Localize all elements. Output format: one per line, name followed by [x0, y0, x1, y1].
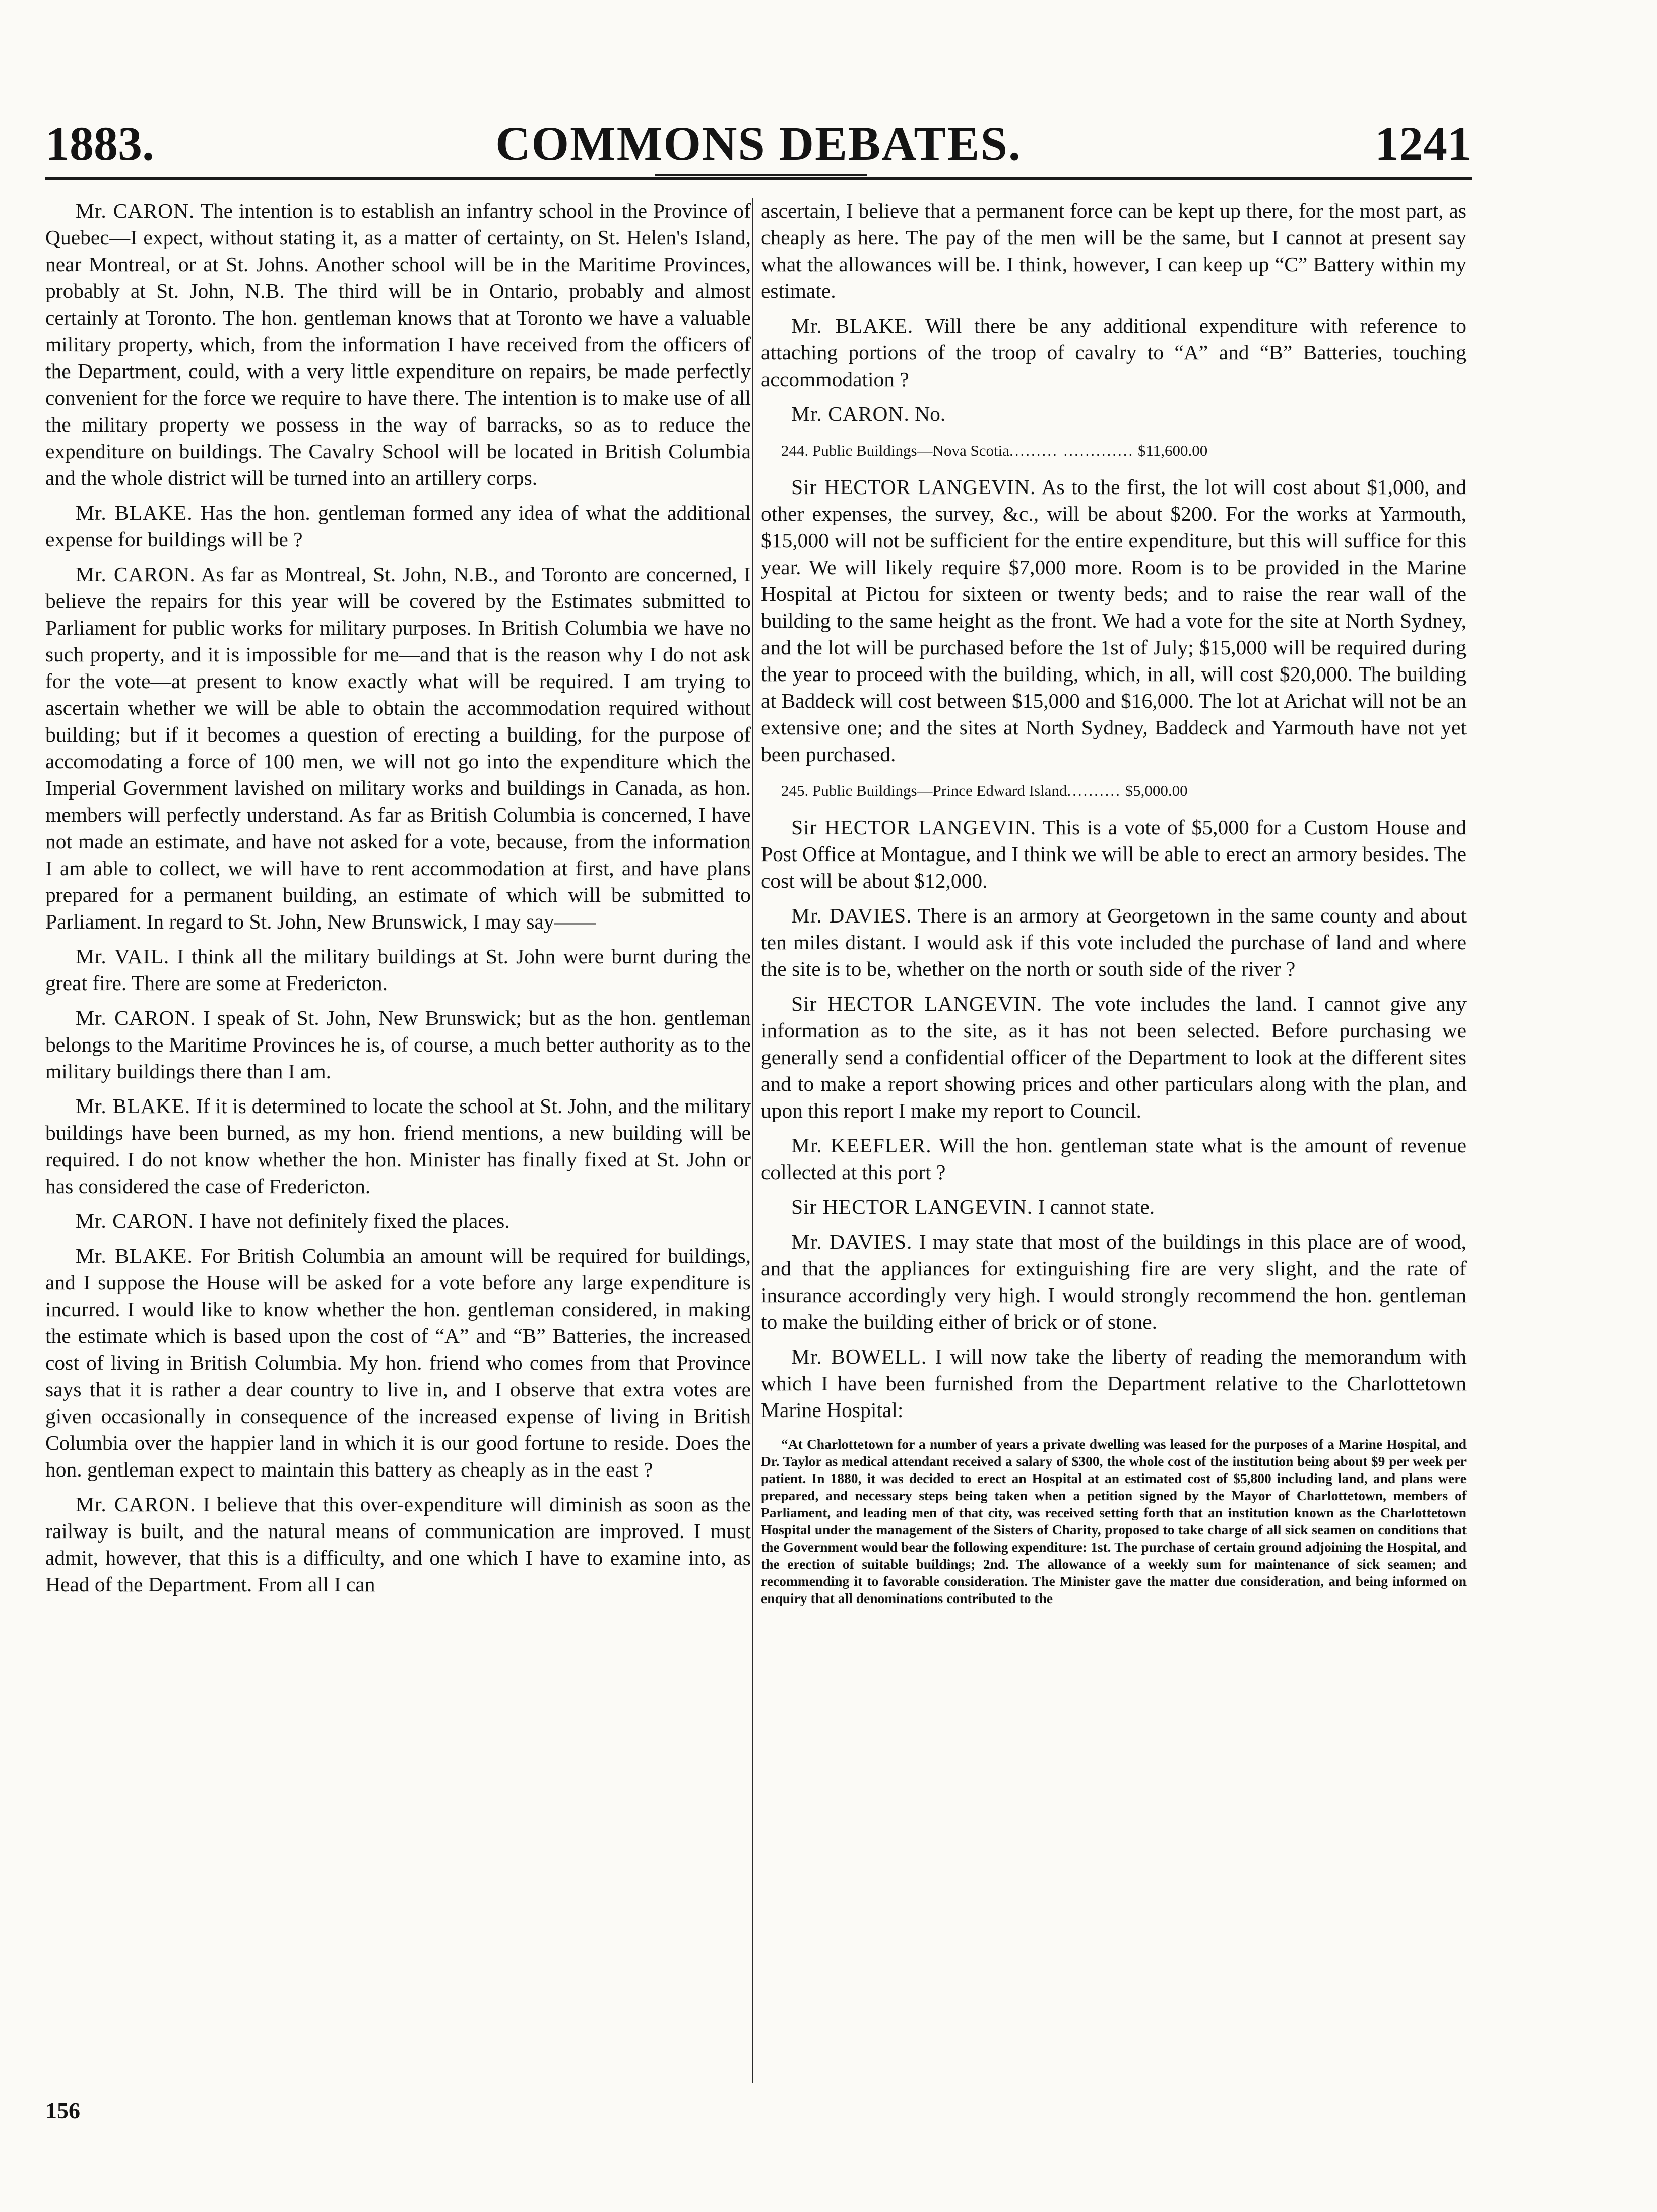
- speech-text: Will there be any additional expenditure with reference to attaching portions of the troop of cavalry to “A” and “B” Batteries, touching accommodation ?: [761, 314, 1467, 391]
- speaker: Mr. CARON.: [76, 563, 196, 586]
- speech-text: The vote includes the land. I cannot give any information as to the site, as it has not been selected. Before purchasing we generally send a confidential officer of the Department to look at the different sites and to make a report showing prices and other particulars along with the plan, and upon this report I make my report to Council.: [761, 992, 1467, 1122]
- speech-text: I speak of St. John, New Brunswick; but as the hon. gentleman belongs to the Maritime Provinces he is, of course, a much better authority as to the military buildings there than I am.: [45, 1006, 751, 1083]
- estimate-item-245: [761, 781, 1467, 801]
- speech-continuation: ascertain, I believe that a permanent force can be kept up there, for the most part, as cheaply as here. The pay of the men will be the same, but I cannot at present say what the allowances will be. I think, however, I can keep up “C” Battery within my estimate.: [761, 199, 1467, 302]
- speech-text: As far as Montreal, St. John, N.B., and Toronto are concerned, I believe the repairs for this year will be covered by the Estimates submitted to Parliament for public works for military purposes. In British Columbia we have no such property, and it is impossible for me—and that is the reason why I do not ask for the vote—at present to know exactly what will be required. I am trying to ascertain whether we will be able to obtain the accommodation required without building; but if it becomes a question of erecting a building, for the purpose of accomodating a force of 100 men, we will not go into the expenditure which the Imperial Government lavished on military works and buildings in Canada, as hon. members will perfectly understand. As far as British Columbia is concerned, I have not made an estimate, and have not asked for a vote, because, from the information I am able to collect, we will have to rent accommodation at first, and have plans prepared for a permanent building, an estimate of which will be submitted to Parliament. In regard to St. John, New Brunswick, I may say——: [45, 563, 751, 933]
- speech-text: There is an armory at Georgetown in the same county and about ten miles distant. I would ask if this vote included the purchase of land and where the site is to be, whether on the north or south side of the river ?: [761, 904, 1467, 980]
- speech: [761, 313, 1467, 393]
- speaker: Mr. DAVIES.: [791, 1230, 913, 1253]
- column-divider: [752, 198, 753, 2083]
- speaker: Mr. CARON.: [76, 1006, 196, 1029]
- item-label: 244. Public Buildings—Nova Scotia: [781, 442, 1009, 459]
- speech-text: Will the hon. gentleman state what is the amount of revenue collected at this port ?: [761, 1134, 1467, 1184]
- right-column: [761, 198, 1467, 1607]
- speech: [761, 474, 1467, 768]
- speech-text: No.: [915, 402, 946, 425]
- speaker: Mr. BLAKE.: [76, 1244, 193, 1267]
- item-amount: $11,600.00: [1137, 442, 1208, 459]
- speaker: Mr. CARON.: [76, 1493, 196, 1516]
- speaker: Mr. CARON.: [76, 199, 195, 222]
- speech: [45, 198, 751, 491]
- speech-text: I have not definitely fixed the places.: [199, 1209, 510, 1233]
- speech: [45, 1093, 751, 1200]
- header-rule: [45, 177, 1472, 180]
- speech-text: The intention is to establish an infantry school in the Province of Quebec—I expect, without stating it, as a matter of certainty, on St. Helen's Island, near Montreal, or at St. Johns. Another school will be in the Maritime Provinces, probably at St. John, N.B. The third will be in Ontario, probably and almost certainly at Toronto. The hon. gentleman knows that at Toronto we have a valuable military property, which, from the information I have received from the officers of the Department, could, with a very little expenditure on repairs, be made perfectly convenient for the force we require to have there. The intention is to make use of all the military property we possess in the way of barracks, so as to reduce the expenditure on buildings. The Cavalry School will be located in British Columbia and the whole district will be turned into an artillery corps.: [45, 199, 751, 489]
- speech: [45, 943, 751, 997]
- memorandum-quote: “At Charlottetown for a number of years a private dwelling was leased for the purposes of a Marine Hospital, and Dr. Taylor as medical attendant received a salary of $300, the whole cost of the institution being about $9 per week per patient. In 1880, it was decided to erect an Hospital at an estimated cost of $5,800 including land, and plans were prepared, and necessary steps being taken when a petition signed by the Mayor of Charlottetown, members of Parliament, and leading men of that city, was received setting forth that an institution known as the Charlottetown Hospital under the management of the Sisters of Charity, proposed to take charge of all sick seamen on conditions that the Government would bear the following expenditure: 1st. The purchase of certain ground adjoining the Hospital, and the erection of suitable buildings; 2nd. The allowance of a weekly sum for maintenance of sick seamen; and recommending it to favorable consideration. The Minister gave the matter due consideration, and being informed on enquiry that all denominations contributed to the: [761, 1436, 1467, 1606]
- header-title: COMMONS DEBATES.: [495, 116, 1022, 170]
- speaker: Sir HECTOR LANGEVIN.: [791, 475, 1036, 499]
- speech-text: I think all the military buildings at St. John were burnt during the great fire. There are some at Fredericton.: [45, 945, 751, 995]
- signature-mark: 156: [45, 2098, 80, 2123]
- speaker: Mr. BLAKE.: [76, 1094, 191, 1118]
- speech-text: I cannot state.: [1038, 1195, 1155, 1218]
- speaker: Mr. CARON.: [76, 1209, 194, 1233]
- left-column: [45, 198, 751, 1606]
- item-amount: $5,000.00: [1125, 782, 1188, 800]
- header-rule-ornament: [655, 174, 867, 176]
- speech-text: As to the first, the lot will cost about $1,000, and other expenses, the survey, &c., will be about $200. For the works at Yarmouth, $15,000 will not be sufficient for the entire expenditure, but this will suffice for this year. We will likely require $7,000 more. Room is to be provided in the Marine Hospital at Pictou for sixteen or twenty beds; and to raise the rear wall of the building to the same height as the front. We had a vote for the site at North Sydney, and the lot will be purchased before the 1st of July; $15,000 will be required during the year to proceed with the building, which, in all, will cost $20,000. The building at Baddeck will cost between $15,000 and $16,000. The lot at Arichat will not be an extensive one; and the sites at North Sydney, Baddeck and Yarmouth have not yet been purchased.: [761, 475, 1467, 766]
- speech-text: This is a vote of $5,000 for a Custom House and Post Office at Montague, and I think we will be able to erect an armory besides. The cost will be about $12,000.: [761, 816, 1467, 892]
- speech: [761, 991, 1467, 1124]
- speaker: Mr. DAVIES.: [791, 904, 912, 927]
- speech: [45, 1005, 751, 1085]
- item-leader: ......... .............: [1009, 442, 1134, 459]
- speech-text: I may state that most of the buildings in this place are of wood, and that the appliances for extinguishing fire are very slight, and the rate of insurance accordingly very high. I would strongly recommend the hon. gentleman to make the building either of brick or of stone.: [761, 1230, 1467, 1333]
- speech-text: I will now take the liberty of reading the memorandum with which I have been furnished from the Department relative to the Charlottetown Marine Hospital:: [761, 1345, 1467, 1422]
- speaker: Sir HECTOR LANGEVIN.: [791, 992, 1043, 1015]
- speaker: Mr. BLAKE.: [76, 501, 193, 524]
- speech-text: For British Columbia an amount will be required for buildings, and I suppose the House will be asked for a vote before any large expenditure is incurred. I would like to know whether the hon. gentleman considered, in making the estimate which is based upon the cost of “A” and “B” Batteries, the increased cost of living in British Columbia. My hon. friend who comes from that Province says that it is rather a dear country to live in, and I observe that extra votes are given occasionally in consequence of the increased expense of living in British Columbia over the happier land in which it is our good fortune to reside. Does the hon. gentleman expect to maintain this battery as cheaply as in the east ?: [45, 1244, 751, 1481]
- speech-text: If it is determined to locate the school at St. John, and the military buildings have been burned, as my hon. friend mentions, a new building will be required. I do not know whether the hon. Minister has finally fixed at St. John or has considered the case of Fredericton.: [45, 1094, 751, 1198]
- speech-text: Has the hon. gentleman formed any idea of what the additional expense for buildings will be ?: [45, 501, 751, 551]
- header-page-number: 1241: [1375, 116, 1472, 170]
- speaker: Sir HECTOR LANGEVIN.: [791, 1195, 1033, 1218]
- speech: [761, 1228, 1467, 1335]
- speech: [45, 1208, 751, 1235]
- estimate-item-244: [761, 441, 1467, 461]
- speech: [761, 401, 1467, 427]
- speech: [761, 1132, 1467, 1186]
- speech: [45, 1491, 751, 1598]
- item-label: 245. Public Buildings—Prince Edward Island: [781, 782, 1067, 800]
- speech: [45, 561, 751, 935]
- speaker: Mr. CARON.: [791, 402, 910, 425]
- page-header: [45, 116, 1472, 171]
- speech: [45, 500, 751, 553]
- speaker: Mr. VAIL.: [76, 945, 170, 968]
- speech-text: I believe that this over-expenditure will diminish as soon as the railway is built, and the natural means of communication are improved. I must admit, however, that this is a difficulty, and one which I have to examine into, as Head of the Department. From all I can: [45, 1493, 751, 1596]
- item-leader: ..........: [1067, 782, 1121, 800]
- speaker: Mr. BLAKE.: [791, 314, 914, 337]
- speech: [761, 1343, 1467, 1424]
- header-year: 1883.: [45, 116, 154, 170]
- speech: [45, 1243, 751, 1483]
- speech: [761, 902, 1467, 982]
- speaker: Mr. KEEFLER.: [791, 1134, 932, 1157]
- speech: [761, 1194, 1467, 1220]
- speech: [761, 814, 1467, 894]
- speaker: Sir HECTOR LANGEVIN.: [791, 816, 1037, 839]
- speaker: Mr. BOWELL.: [791, 1345, 927, 1368]
